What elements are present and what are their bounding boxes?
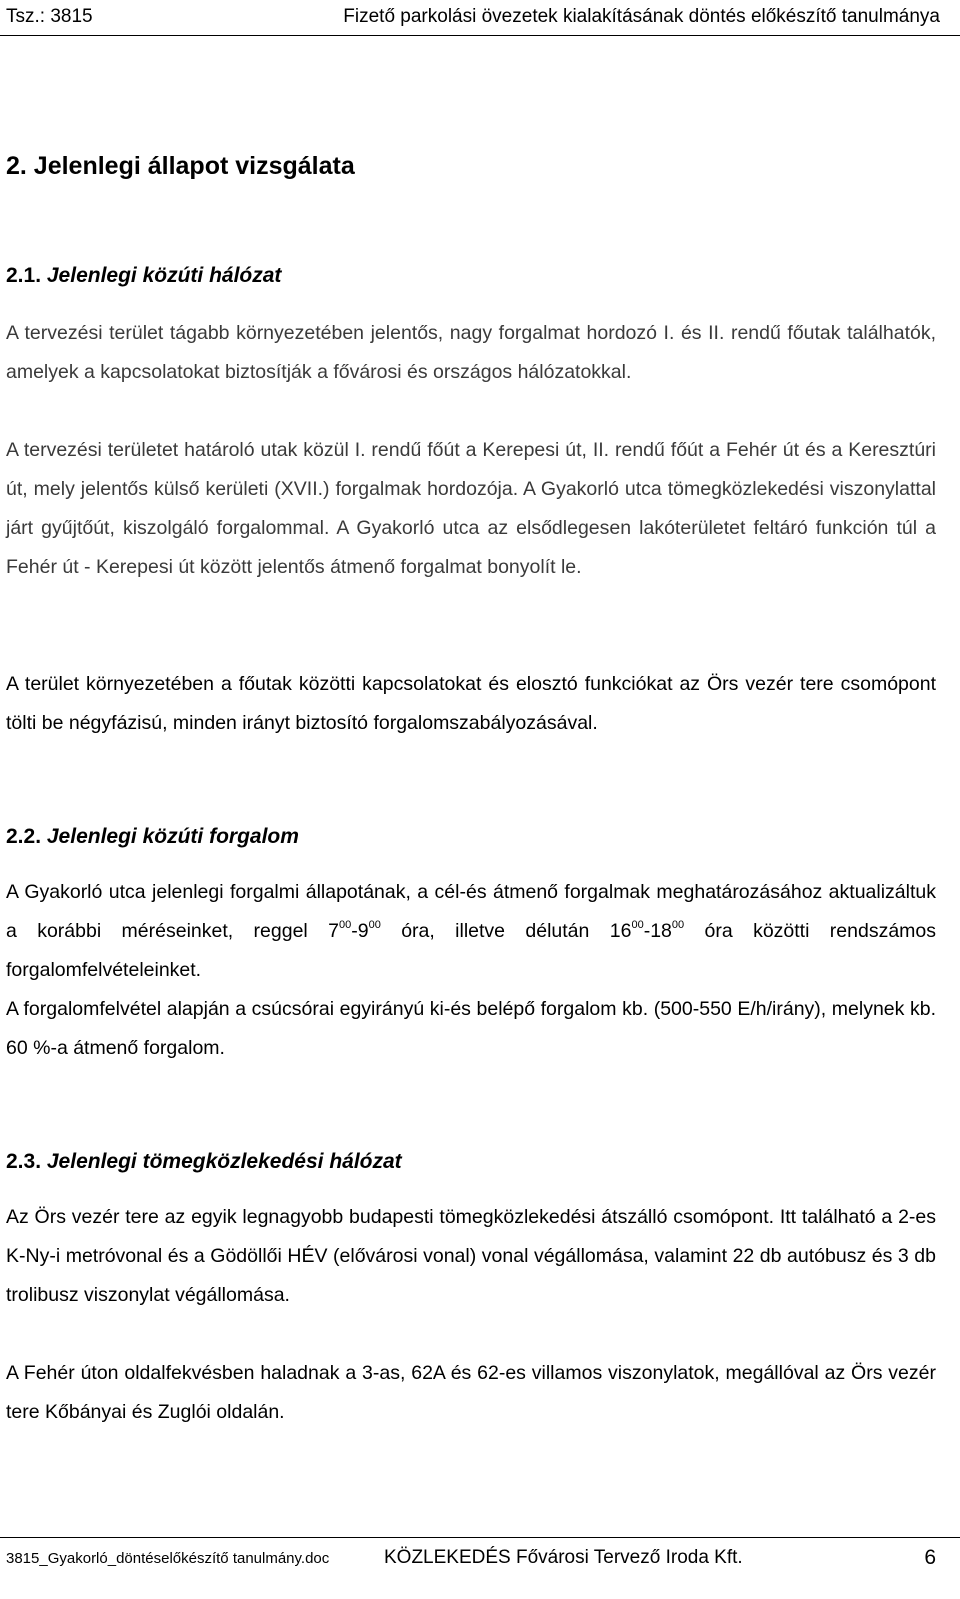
text-run: óra közötti rendszámos forgalomfelvételeinket.	[6, 920, 937, 981]
text-run: óra, illetve délután 16	[380, 920, 632, 942]
subsection-title: Jelenlegi tömegközlekedési hálózat	[46, 1150, 402, 1173]
text-run: -9	[351, 920, 369, 942]
subsection-heading-2-3	[6, 1150, 402, 1174]
footer-filename: 3815_Gyakorló_döntéselőkészítő tanulmány.doc	[6, 1550, 330, 1567]
header-document-title: Fizető parkolási övezetek kialakításának döntés előkészítő tanulmánya	[343, 6, 940, 27]
paragraph: A terület környezetében a főutak közötti kapcsolatokat és elosztó funkciókat az Örs vezér tere csomópont tölti be négyfázisú, minden irányt biztosító forgalomszabályozásával.	[6, 673, 936, 734]
page-header	[0, 0, 960, 36]
paragraph	[6, 873, 936, 990]
subsection-heading-2-2	[6, 825, 299, 849]
text-run: A Gyakorló utca jelenlegi forgalmi állapotának, a cél-és átmenő forgalmak meghatározásához aktualizáltuk a korábbi méréseinket, reggel 7	[6, 881, 936, 942]
subsection-number: 2.2.	[6, 825, 42, 848]
superscript: 00	[368, 919, 381, 931]
text-run: -18	[643, 920, 672, 942]
subsection-number: 2.1.	[6, 264, 42, 287]
superscript: 00	[671, 919, 685, 931]
superscript: 00	[631, 919, 644, 931]
page-footer	[0, 1537, 960, 1599]
paragraph: A tervezési területet határoló utak közül I. rendű főút a Kerepesi út, II. rendű főút a Fehér út és a Keresztúri út, mely jelentős külső kerületi (XVII.) forgalmak hordozója. A Gyakorló utca tömegközlekedési viszonylattal járt gyűjtőút, kiszolgáló forgalommal. A Gyakorló utca az elsődlegesen lakóterületet feltáró funkción túl a Fehér út - Kerepesi út között jelentős átmenő forgalmat bonyolít le.	[6, 439, 936, 578]
header-document-number: Tsz.: 3815	[6, 6, 93, 27]
paragraph: A tervezési terület tágabb környezetében jelentős, nagy forgalmat hordozó I. és II. rendű főutak találhatók, amelyek a kapcsolatokat biztosítják a fővárosi és országos hálózatokkal.	[6, 322, 936, 383]
superscript: 00	[338, 919, 352, 931]
subsection-heading-2-1	[6, 264, 281, 288]
section-title: 2. Jelenlegi állapot vizsgálata	[6, 152, 355, 180]
paragraph: A forgalomfelvétel alapján a csúcsórai egyirányú ki-és belépő forgalom kb. (500-550 E/h/irány), melynek kb. 60 %-a átmenő forgalom.	[6, 998, 936, 1059]
paragraph: A Fehér úton oldalfekvésben haladnak a 3-as, 62A és 62-es villamos viszonylatok, megállóval az Örs vezér tere Kőbányai és Zuglói oldalán.	[6, 1362, 936, 1423]
footer-company: KÖZLEKEDÉS Fővárosi Tervező Iroda Kft.	[384, 1547, 743, 1568]
page-number: 6	[924, 1546, 936, 1569]
subsection-number: 2.3.	[6, 1150, 42, 1173]
paragraph: Az Örs vezér tere az egyik legnagyobb budapesti tömegközlekedési átszálló csomópont. Itt található a 2-es K-Ny-i metróvonal és a Gödöllői HÉV (elővárosi vonal) vonal végállomása, valamint 22 db autóbusz és 3 db trolibusz viszonylat végállomása.	[6, 1206, 936, 1306]
subsection-title: Jelenlegi közúti hálózat	[46, 264, 282, 287]
subsection-title: Jelenlegi közúti forgalom	[46, 825, 299, 848]
